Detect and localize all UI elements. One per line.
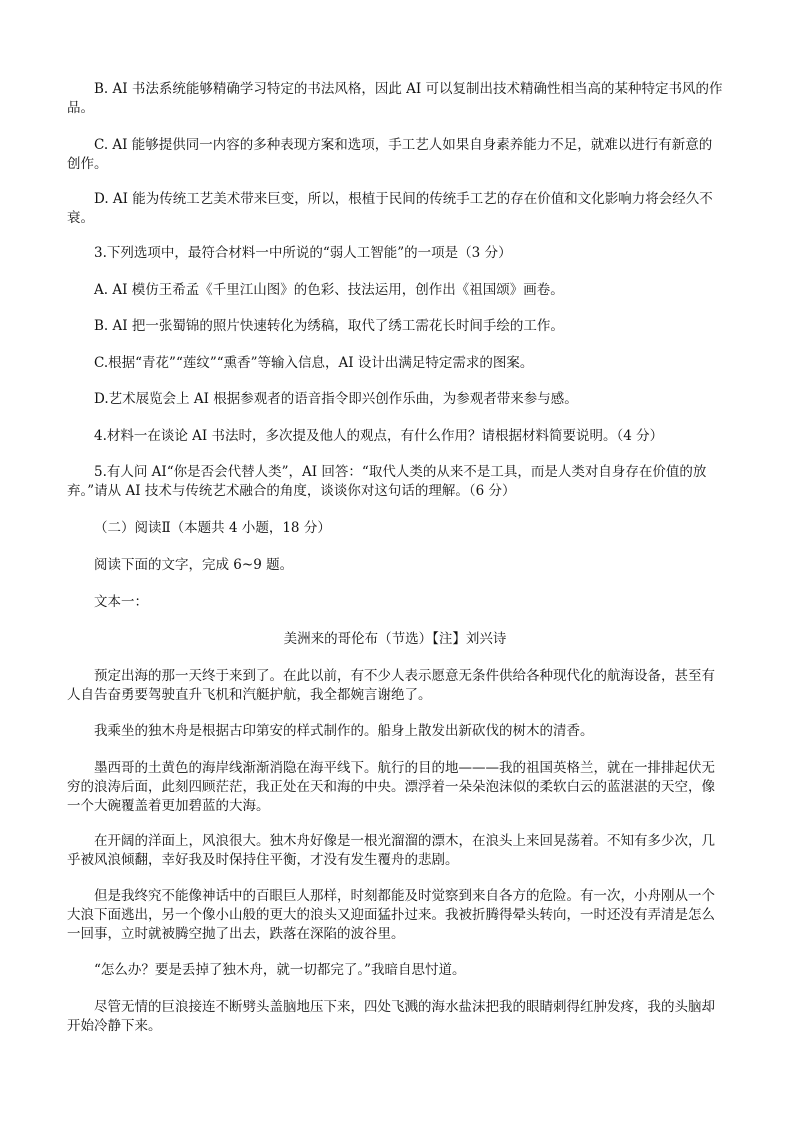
- article-paragraph: 但是我终究不能像神话中的百眼巨人那样，时刻都能及时觉察到来自各方的危险。有一次，小舟刚从一个大浪下面逃出，另一个像小山般的更大的浪头又迎面猛扑过来。我被折腾得晕头转向，一时还没有弄清是怎么一回事，立时就被腾空抛了出去，跌落在深陷的波谷里。: [67, 888, 715, 942]
- q3-option-d: D.艺术展览会上 AI 根据参观者的语音指令即兴创作乐曲，为参观者带来参与感。: [94, 391, 578, 407]
- article-paragraph: 尽管无情的巨浪接连不断劈头盖脑地压下来，四处飞溅的海水盐沫把我的眼睛刺得红肿发疼，我的头脑却开始冷静下来。: [67, 999, 715, 1034]
- article-title: 美洲来的哥伦布（节选）【注】刘兴诗: [283, 631, 507, 647]
- article-paragraph: 预定出海的那一天终于来到了。在此以前，有不少人表示愿意无条件供给各种现代化的航海设备，甚至有人自告奋勇要驾驶直升飞机和汽艇护航，我全都婉言谢绝了。: [67, 668, 715, 703]
- article-paragraph: 墨西哥的土黄色的海岸线渐渐消隐在海平线下。航行的目的地———我的祖国英格兰，就在一排排起伏无穷的浪涛后面，此刻四顾茫茫，我正处在天和海的中央。漂浮着一朵朵泡沫似的柔软白云的蓝湛湛的天空，像一个大碗覆盖着更加碧蓝的大海。: [67, 760, 715, 814]
- q2-option-c: C. AI 能够提供同一内容的多种表现方案和选项，手工艺人如果自身素养能力不足，就难以进行有新意的创作。: [67, 137, 713, 172]
- article-paragraph: “怎么办？要是丢掉了独木舟，就一切都完了。”我暗自思忖道。: [94, 962, 466, 978]
- reading-instruction: 阅读下面的文字，完成 6~9 题。: [94, 557, 294, 573]
- section-heading: （二）阅读Ⅱ（本题共 4 小题，18 分）: [94, 520, 331, 536]
- q3-stem: 3.下列选项中，最符合材料一中所说的“弱人工智能”的一项是（3 分）: [94, 245, 512, 261]
- q5-question: 5.有人问 AI“你是否会代替人类”，AI 回答：“取代人类的从来不是工具，而是人类对自身存在价值的放弃。”请从 AI 技术与传统艺术融合的角度，谈谈你对这句话的理解。（6 分）: [67, 464, 707, 499]
- q2-option-d: D. AI 能为传统工艺美术带来巨变，所以，根植于民间的传统手工艺的存在价值和文化影响力将会经久不衰。: [67, 191, 713, 226]
- text-label: 文本一：: [94, 594, 148, 610]
- article-paragraph: 我乘坐的独木舟是根据古印第安的样式制作的。船身上散发出新砍伐的树木的清香。: [94, 723, 594, 739]
- q4-question: 4.材料一在谈论 AI 书法时，多次提及他人的观点，有什么作用？请根据材料简要说明。（4 分）: [94, 428, 664, 444]
- q2-option-b: B. AI 书法系统能够精确学习特定的书法风格，因此 AI 可以复制出技术精确性相当高的某种特定书风的作品。: [67, 81, 723, 116]
- q3-option-c: C.根据“青花”“莲纹”“熏香”等输入信息，AI 设计出满足特定需求的图案。: [94, 355, 534, 371]
- article-paragraph: 在开阔的洋面上，风浪很大。独木舟好像是一根光溜溜的漂木，在浪头上来回晃荡着。不知有多少次，几乎被风浪倾翻，幸好我及时保持住平衡，才没有发生覆舟的悲剧。: [67, 833, 715, 868]
- q3-option-b: B. AI 把一张蜀锦的照片快速转化为绣稿，取代了绣工需花长时间手绘的工作。: [94, 318, 564, 334]
- q3-option-a: A. AI 模仿王希孟《千里江山图》的色彩、技法运用，创作出《祖国颂》画卷。: [94, 282, 564, 298]
